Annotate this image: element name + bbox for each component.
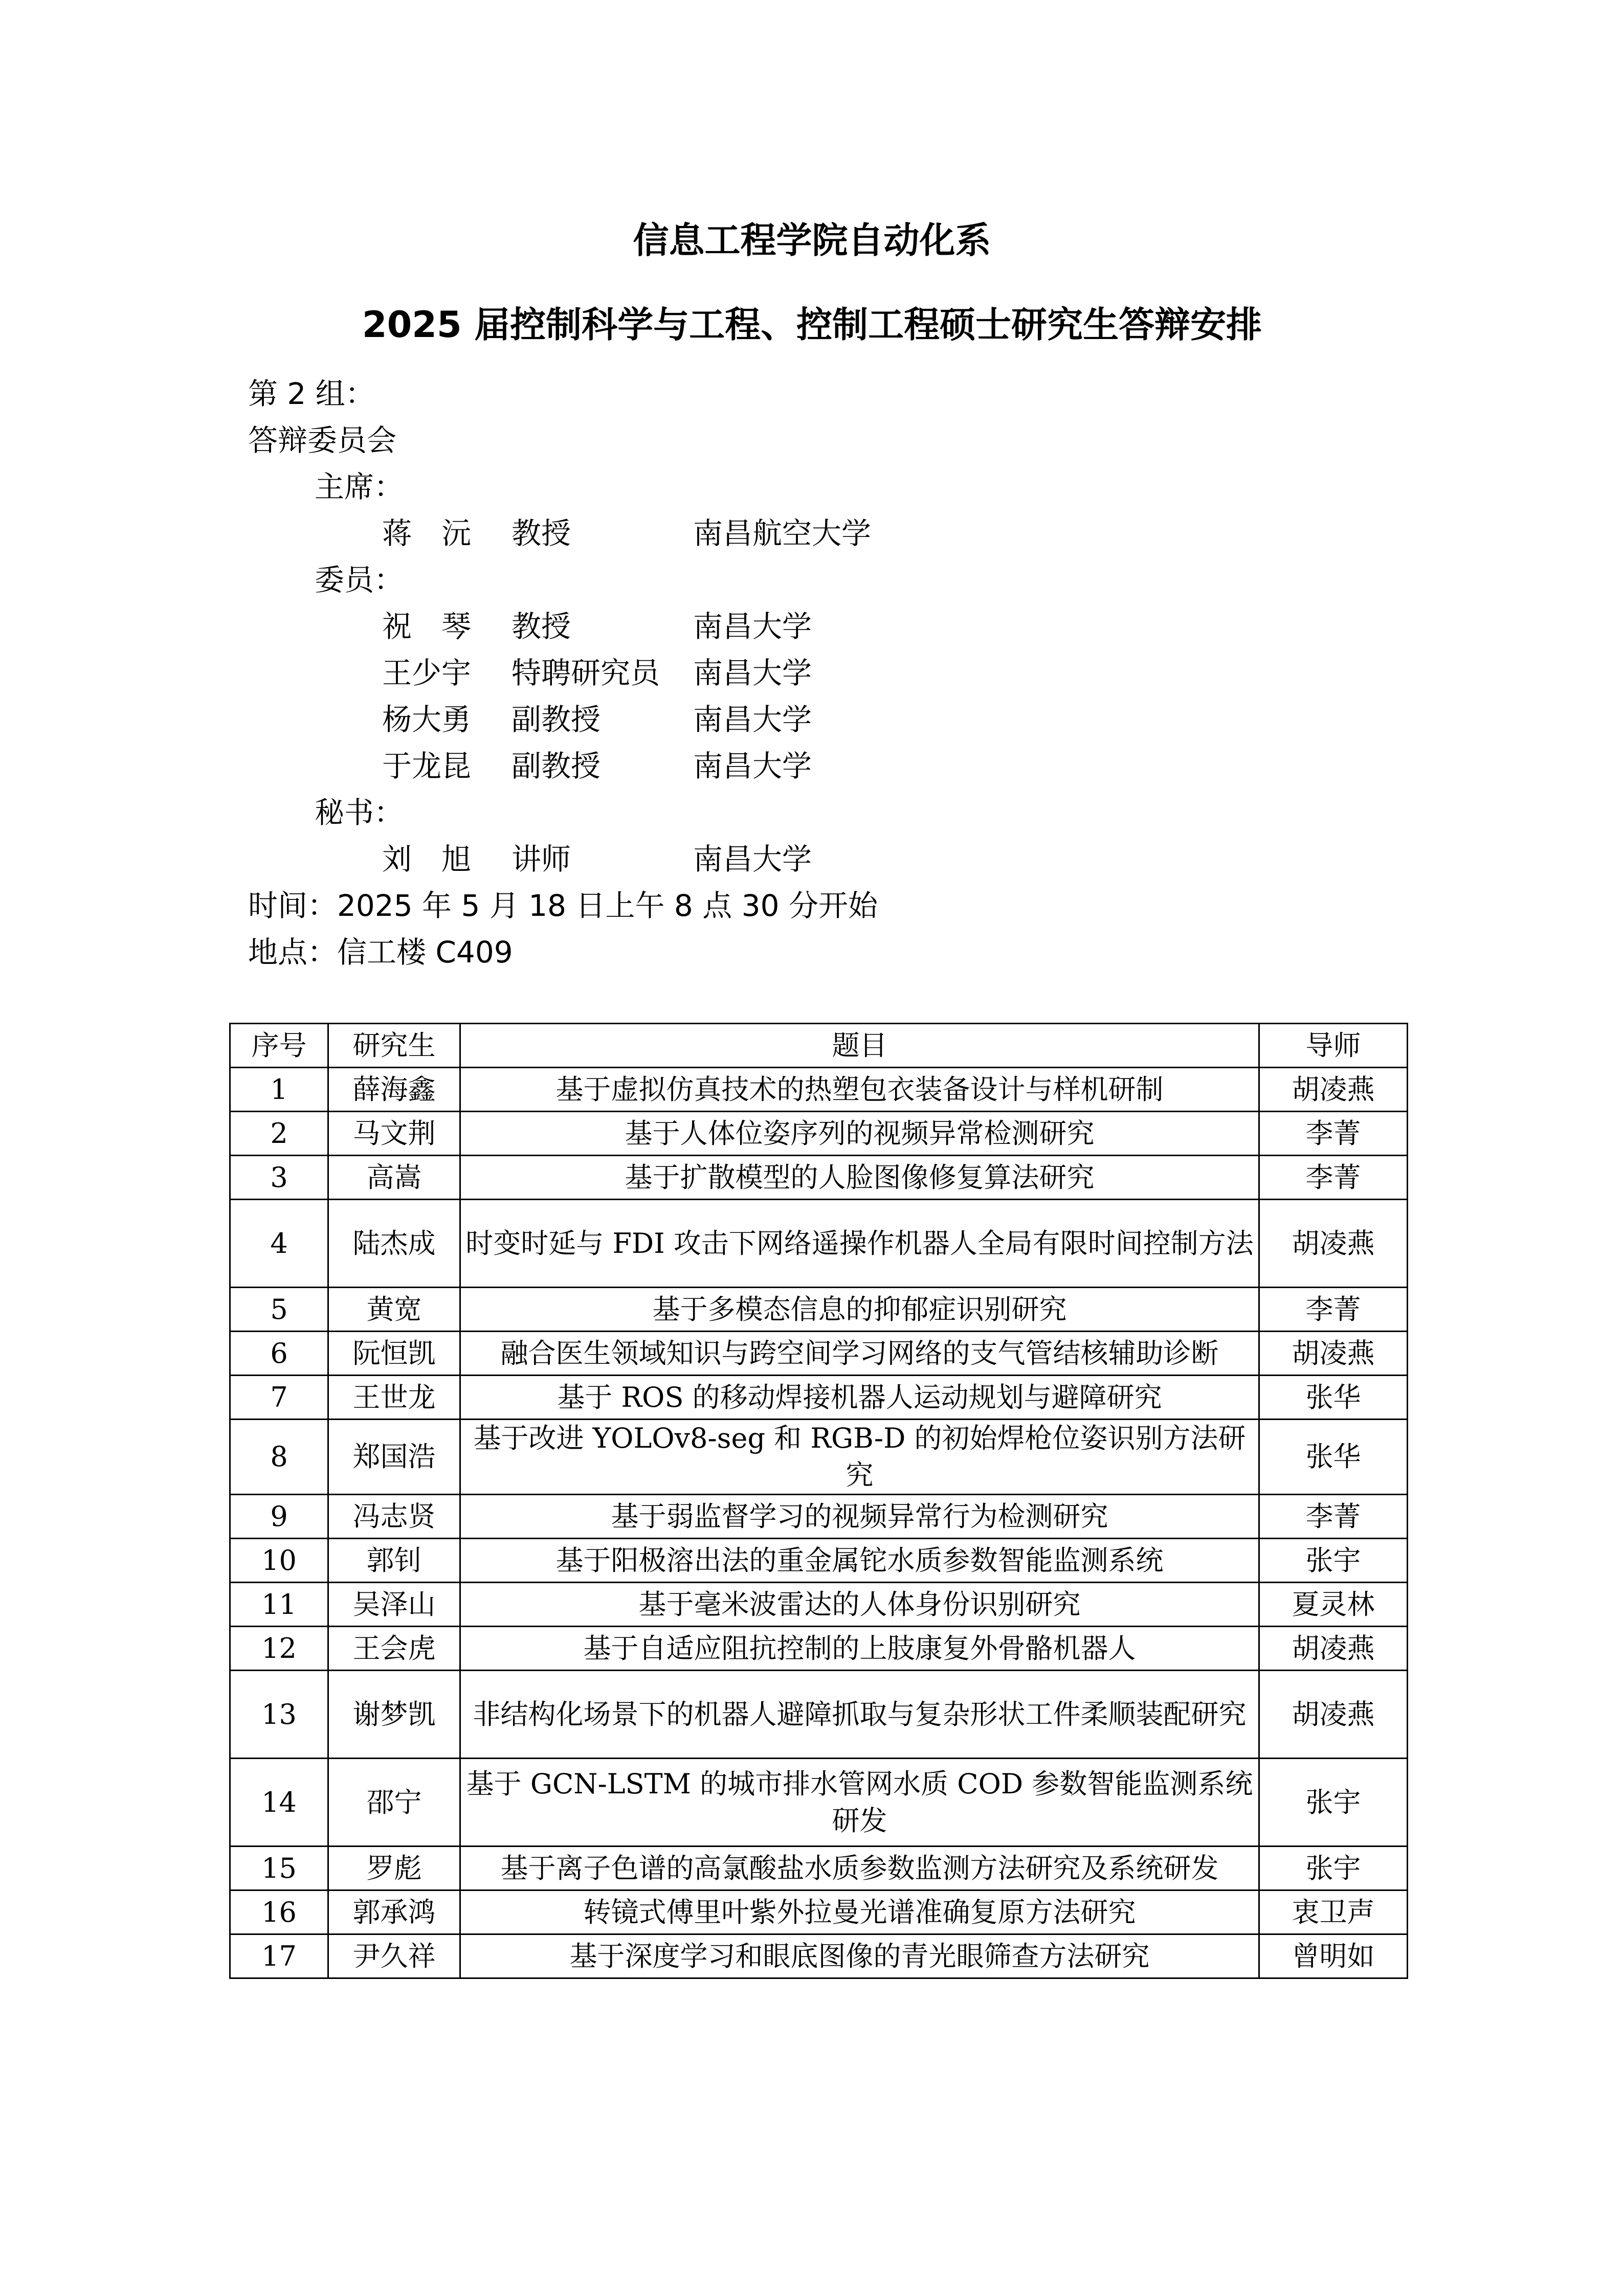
cell-advisor: 曾明如 [1259,1934,1408,1978]
document-subtitle: 2025 届控制科学与工程、控制工程硕士研究生答辩安排 [362,304,1262,346]
cell-advisor: 夏灵林 [1259,1583,1408,1627]
table-row [230,1420,1408,1495]
cell-student: 郭钊 [328,1539,460,1583]
cell-no: 7 [230,1376,328,1420]
table-row [230,1156,1408,1200]
cell-topic: 基于离子色谱的高氯酸盐水质参数监测方法研究及系统研发 [460,1847,1259,1890]
member-org: 南昌大学 [693,656,812,690]
member-title: 特聘研究员 [511,656,660,690]
member-entry [248,603,878,650]
cell-topic: 基于人体位姿序列的视频异常检测研究 [460,1112,1259,1156]
member-org: 南昌大学 [693,749,812,783]
cell-advisor: 胡凌燕 [1259,1200,1408,1288]
document-title: 信息工程学院自动化系 [633,219,991,261]
cell-advisor: 李菁 [1259,1288,1408,1332]
cell-topic: 基于 ROS 的移动焊接机器人运动规划与避障研究 [460,1376,1259,1420]
cell-student: 王会虎 [328,1627,460,1671]
cell-student: 王世龙 [328,1376,460,1420]
cell-topic: 非结构化场景下的机器人避障抓取与复杂形状工件柔顺装配研究 [460,1671,1259,1759]
member-name: 于龙昆 [382,749,472,783]
member-title: 讲师 [511,842,571,876]
chair-label: 主席： [315,469,404,504]
table-row [230,1759,1408,1847]
cell-no: 13 [230,1671,328,1759]
cell-no: 4 [230,1200,328,1288]
cell-advisor: 李菁 [1259,1112,1408,1156]
cell-no: 3 [230,1156,328,1200]
table-body [230,1068,1408,1978]
cell-no: 17 [230,1934,328,1978]
table-row [230,1847,1408,1890]
cell-topic: 基于自适应阻抗控制的上肢康复外骨骼机器人 [460,1627,1259,1671]
table-row [230,1671,1408,1759]
cell-advisor: 衷卫声 [1259,1890,1408,1934]
table-row [230,1627,1408,1671]
member-name: 蒋 沅 [382,516,472,551]
cell-advisor: 张宇 [1259,1759,1408,1847]
cell-topic: 基于扩散模型的人脸图像修复算法研究 [460,1156,1259,1200]
secretary-label: 秘书： [315,795,404,830]
cell-student: 邵宁 [328,1759,460,1847]
member-name: 刘 旭 [382,842,472,876]
member-title: 教授 [511,516,571,551]
cell-topic: 基于阳极溶出法的重金属铊水质参数智能监测系统 [460,1539,1259,1583]
header-advisor: 导师 [1259,1024,1408,1068]
table-row [230,1332,1408,1376]
cell-student: 谢梦凯 [328,1671,460,1759]
member-org: 南昌航空大学 [693,516,872,551]
header-topic: 题目 [460,1024,1259,1068]
secretary-entry [248,836,878,883]
table-row [230,1495,1408,1539]
cell-topic: 基于虚拟仿真技术的热塑包衣装备设计与样机研制 [460,1068,1259,1112]
cell-topic: 基于改进 YOLOv8-seg 和 RGB-D 的初始焊枪位姿识别方法研究 [460,1420,1259,1495]
cell-student: 黄宽 [328,1288,460,1332]
cell-advisor: 胡凌燕 [1259,1068,1408,1112]
member-name: 杨大勇 [382,702,472,737]
member-title: 副教授 [511,702,601,737]
cell-no: 1 [230,1068,328,1112]
member-title: 副教授 [511,749,601,783]
group-label: 第 2 组： [248,376,375,411]
table-row [230,1200,1408,1288]
member-org: 南昌大学 [693,842,812,876]
cell-student: 吴泽山 [328,1583,460,1627]
cell-no: 12 [230,1627,328,1671]
cell-student: 阮恒凯 [328,1332,460,1376]
chair-entry [248,510,878,557]
member-entry [248,696,878,743]
cell-no: 15 [230,1847,328,1890]
table-row [230,1112,1408,1156]
table-row [230,1539,1408,1583]
cell-topic: 基于毫米波雷达的人体身份识别研究 [460,1583,1259,1627]
header-no: 序号 [230,1024,328,1068]
committee-label: 答辩委员会 [248,423,397,458]
cell-student: 郭承鸿 [328,1890,460,1934]
cell-advisor: 李菁 [1259,1495,1408,1539]
header-student: 研究生 [328,1024,460,1068]
cell-topic: 融合医生领域知识与跨空间学习网络的支气管结核辅助诊断 [460,1332,1259,1376]
cell-advisor: 张宇 [1259,1847,1408,1890]
cell-no: 11 [230,1583,328,1627]
cell-advisor: 胡凌燕 [1259,1627,1408,1671]
cell-student: 马文荆 [328,1112,460,1156]
cell-topic: 时变时延与 FDI 攻击下网络遥操作机器人全局有限时间控制方法 [460,1200,1259,1288]
table-row [230,1934,1408,1978]
cell-no: 9 [230,1495,328,1539]
cell-no: 16 [230,1890,328,1934]
cell-topic: 基于深度学习和眼底图像的青光眼筛查方法研究 [460,1934,1259,1978]
table-row [230,1068,1408,1112]
defense-schedule-table [229,1023,1408,1979]
cell-student: 郑国浩 [328,1420,460,1495]
cell-advisor: 张华 [1259,1420,1408,1495]
table-row [230,1583,1408,1627]
cell-advisor: 胡凌燕 [1259,1332,1408,1376]
cell-advisor: 胡凌燕 [1259,1671,1408,1759]
cell-topic: 基于 GCN-LSTM 的城市排水管网水质 COD 参数智能监测系统研发 [460,1759,1259,1847]
cell-advisor: 李菁 [1259,1156,1408,1200]
cell-no: 6 [230,1332,328,1376]
member-name: 祝 琴 [382,609,472,644]
member-title: 教授 [511,609,571,644]
cell-student: 罗彪 [328,1847,460,1890]
member-name: 王少宇 [382,656,472,690]
cell-topic: 转镜式傅里叶紫外拉曼光谱准确复原方法研究 [460,1890,1259,1934]
cell-topic: 基于弱监督学习的视频异常行为检测研究 [460,1495,1259,1539]
cell-student: 高嵩 [328,1156,460,1200]
cell-no: 14 [230,1759,328,1847]
table-header-row [230,1024,1408,1068]
cell-topic: 基于多模态信息的抑郁症识别研究 [460,1288,1259,1332]
member-entry [248,743,878,790]
cell-advisor: 张华 [1259,1376,1408,1420]
cell-advisor: 张宇 [1259,1539,1408,1583]
cell-student: 薛海鑫 [328,1068,460,1112]
cell-student: 陆杰成 [328,1200,460,1288]
cell-no: 5 [230,1288,328,1332]
cell-no: 10 [230,1539,328,1583]
defense-place: 地点：信工楼 C409 [248,935,513,970]
table-row [230,1890,1408,1934]
cell-no: 8 [230,1420,328,1495]
member-org: 南昌大学 [693,609,812,644]
table-row [230,1376,1408,1420]
member-org: 南昌大学 [693,702,812,737]
committee-info [248,371,878,976]
cell-student: 冯志贤 [328,1495,460,1539]
defense-time: 时间：2025 年 5 月 18 日上午 8 点 30 分开始 [248,888,878,923]
cell-no: 2 [230,1112,328,1156]
cell-student: 尹久祥 [328,1934,460,1978]
member-entry [248,650,878,696]
table-row [230,1288,1408,1332]
members-label: 委员： [315,562,404,597]
